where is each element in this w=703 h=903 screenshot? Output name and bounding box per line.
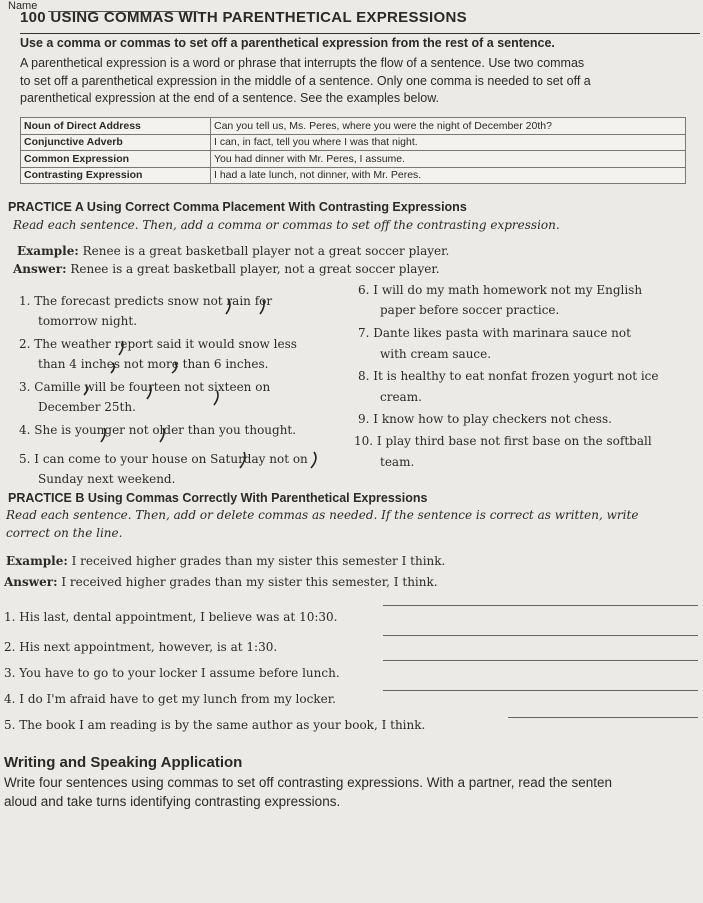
answer-line[interactable] bbox=[383, 635, 698, 636]
practice-b-directions-2: correct on the line. bbox=[6, 526, 123, 540]
practice-b-heading: PRACTICE B Using Commas Correctly With Parenthetical Expressions bbox=[8, 491, 428, 505]
answer-line[interactable] bbox=[383, 605, 698, 606]
practice-a-item-8: 8. It is healthy to eat nonfat frozen yogurt not ice bbox=[358, 369, 659, 383]
hand-comma bbox=[101, 428, 105, 442]
rule-instruction: Use a comma or commas to set off a parenthetical expression from the rest of a sentence. bbox=[20, 36, 555, 50]
answer-label: Answer: bbox=[4, 575, 58, 589]
hand-comma bbox=[311, 452, 316, 468]
table-term: Common Expression bbox=[21, 151, 211, 168]
hand-comma bbox=[160, 428, 164, 442]
answer-label: Answer: bbox=[13, 262, 67, 276]
writing-line-1: Write four sentences using commas to set off contrasting expressions. With a partner, read the senten bbox=[4, 775, 613, 790]
example-label: Example: bbox=[6, 554, 68, 568]
answer-line[interactable] bbox=[508, 717, 698, 718]
practice-a-directions: Read each sentence. Then, add a comma or commas to set off the contrasting expression. bbox=[13, 218, 560, 232]
practice-a-item-7: 7. Dante likes pasta with marinara sauce not bbox=[358, 326, 631, 340]
practice-a-item-2-cont: than 4 inches not more than 6 inches. bbox=[38, 357, 269, 371]
example-label: Example: bbox=[17, 244, 79, 258]
practice-a-item-10: 10. I play third base not first base on the softball bbox=[354, 434, 652, 448]
practice-b-directions-1: Read each sentence. Then, add or delete commas as needed. If the sentence is correct as written, write bbox=[6, 508, 639, 522]
practice-a-item-6-cont: paper before soccer practice. bbox=[380, 303, 560, 317]
example-text: I received higher grades than my sister this semester I think. bbox=[71, 554, 446, 568]
hand-comma bbox=[214, 391, 218, 405]
hand-comma bbox=[172, 362, 176, 373]
practice-a-item-4: 4. She is younger not older than you thought. bbox=[19, 423, 297, 437]
hand-comma bbox=[111, 363, 114, 373]
hand-comma bbox=[147, 385, 151, 399]
practice-a-item-7-cont: with cream sauce. bbox=[380, 347, 492, 361]
answer-text: Renee is a great basketball player, not a great soccer player. bbox=[70, 262, 440, 276]
practice-a-item-6: 6. I will do my math homework not my English bbox=[358, 283, 643, 297]
hand-comma bbox=[260, 300, 264, 314]
answer-text: I received higher grades than my sister this semester, I think. bbox=[61, 575, 438, 589]
table-example: I can, in fact, tell you where I was that night. bbox=[211, 134, 686, 151]
practice-a-item-5-cont: Sunday next weekend. bbox=[38, 472, 176, 486]
table-term: Noun of Direct Address bbox=[21, 118, 211, 135]
page-title: 100 USING COMMAS WITH PARENTHETICAL EXPRESSIONS bbox=[20, 9, 467, 26]
hand-comma bbox=[84, 385, 87, 395]
practice-a-item-5: 5. I can come to your house on Saturday not on bbox=[19, 452, 308, 466]
practice-a-item-9: 9. I know how to play checkers not chess. bbox=[358, 412, 612, 426]
answer-line[interactable] bbox=[383, 690, 698, 691]
writing-line-2: aloud and take turns identifying contrasting expressions. bbox=[4, 794, 341, 809]
intro-line-2: to set off a parenthetical expression in the middle of a sentence. Only one comma is needed to set off a bbox=[20, 74, 591, 88]
practice-a-heading: PRACTICE A Using Correct Comma Placement With Contrasting Expressions bbox=[8, 200, 467, 214]
writing-heading: Writing and Speaking Application bbox=[4, 754, 243, 771]
practice-a-item-1-cont: tomorrow night. bbox=[38, 314, 138, 328]
table-term: Contrasting Expression bbox=[21, 167, 211, 184]
practice-b-item-4: 4. I do I'm afraid have to get my lunch from my locker. bbox=[4, 692, 336, 706]
table-example: You had dinner with Mr. Peres, I assume. bbox=[211, 151, 686, 168]
practice-b-item-2: 2. His next appointment, however, is at 1:30. bbox=[4, 640, 278, 654]
hand-comma bbox=[226, 300, 230, 314]
hand-comma bbox=[119, 341, 123, 355]
intro-line-3: parenthetical expression at the end of a sentence. See the examples below. bbox=[20, 91, 440, 105]
intro-line-1: A parenthetical expression is a word or phrase that interrupts the flow of a sentence. Use two commas bbox=[20, 56, 585, 70]
practice-a-item-10-cont: team. bbox=[380, 455, 415, 469]
example-text: Renee is a great basketball player not a great soccer player. bbox=[82, 244, 450, 258]
table-example: I had a late lunch, not dinner, with Mr. Peres. bbox=[211, 167, 686, 184]
hand-comma bbox=[240, 452, 245, 468]
practice-b-answer bbox=[4, 575, 438, 589]
practice-b-item-3: 3. You have to go to your locker I assume before lunch. bbox=[4, 666, 340, 680]
practice-a-item-8-cont: cream. bbox=[380, 390, 422, 404]
name-label: Name bbox=[8, 0, 38, 12]
practice-a-item-1: 1. The forecast predicts snow not rain for bbox=[19, 294, 273, 308]
practice-b-example bbox=[6, 554, 445, 568]
practice-a-item-2: 2. The weather report said it would snow less bbox=[19, 337, 297, 351]
table-term: Conjunctive Adverb bbox=[21, 134, 211, 151]
practice-b-item-1: 1. His last, dental appointment, I believe was at 10:30. bbox=[4, 610, 338, 624]
table-example: Can you tell us, Ms. Peres, where you were the night of December 20th? bbox=[211, 118, 686, 135]
practice-a-item-3: 3. Camille will be fourteen not sixteen on bbox=[19, 380, 271, 394]
practice-a-item-3-cont: December 25th. bbox=[38, 400, 136, 414]
practice-b-item-5: 5. The book I am reading is by the same author as your book, I think. bbox=[4, 718, 426, 732]
answer-line[interactable] bbox=[383, 660, 698, 661]
